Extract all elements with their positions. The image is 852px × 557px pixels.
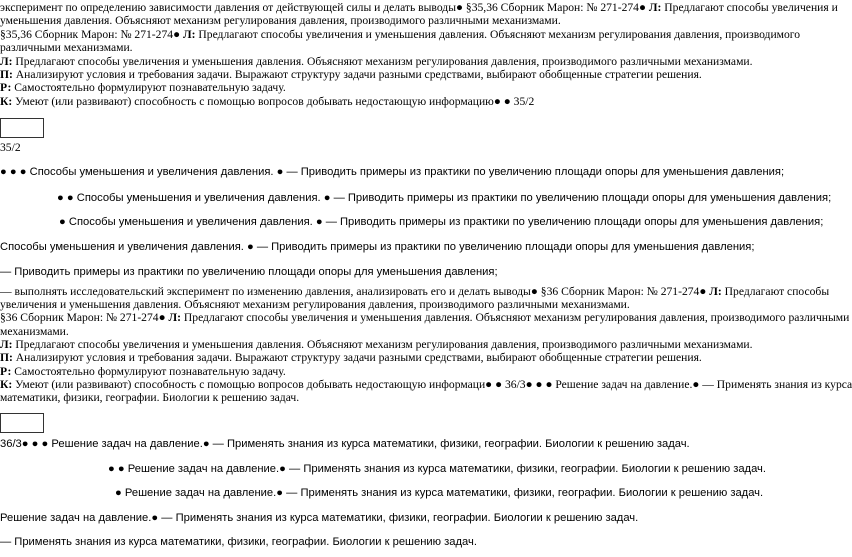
- text-line: Р: Самостоятельно формулируют познавательную задачу.: [0, 365, 286, 378]
- list-item: 36/3● ● ● Решение задач на давление.● — Применять знания из курса математики, физики, географии. Биологии к решению задач.: [0, 438, 690, 450]
- table-cell-box: [0, 413, 44, 433]
- text-line: увеличения и уменьшения давления. Объясняют механизм регулирования давления, производимого различными механизмами.: [0, 298, 630, 311]
- list-item: — Применять знания из курса математики, физики, географии. Биологии к решению задач.: [0, 536, 477, 548]
- text-line: П: Анализируют условия и требования задачи. Выражают структуру задачи разными средствами, выбирают обобщенные стратегии решения.: [0, 68, 702, 81]
- list-item: ● Способы уменьшения и увеличения давления. ● — Приводить примеры из практики по увеличению площади опоры для уменьшения давления;: [59, 216, 824, 228]
- text-line: Л: Предлагают способы увеличения и уменьшения давления. Объясняют механизм регулирования давления, производимого различными механизмами.: [0, 55, 753, 68]
- table-cell-box: [0, 118, 44, 138]
- text-line: §36 Сборник Марон: № 271-274● Л: Предлагают способы увеличения и уменьшения давления. Объясняют механизм регулирования давления, производимого различными: [0, 311, 850, 324]
- ref-35-2: 35/2: [0, 141, 21, 154]
- text-line: механизмами.: [0, 325, 69, 338]
- text-line: математики, физики, географии. Биологии к решению задач.: [0, 391, 300, 404]
- text-line: уменьшения давления. Объясняют механизм регулирования давления, производимого различными механизмами.: [0, 14, 561, 27]
- text-line: Л: Предлагают способы увеличения и уменьшения давления. Объясняют механизм регулирования давления, производимого различными механизмами.: [0, 338, 753, 351]
- text-line: §35,36 Сборник Марон: № 271-274● Л: Предлагают способы увеличения и уменьшения давления. Объясняют механизм регулирования давления, производимого: [0, 28, 801, 41]
- text-line: различными механизмами.: [0, 41, 133, 54]
- text-line: Р: Самостоятельно формулируют познавательную задачу.: [0, 81, 286, 94]
- list-item: — Приводить примеры из практики по увеличению площади опоры для уменьшения давления;: [0, 266, 498, 278]
- list-item: ● ● ● Способы уменьшения и увеличения давления. ● — Приводить примеры из практики по увеличению площади опоры для уменьшения давления;: [0, 166, 785, 178]
- text-line: К: Умеют (или развивают) способность с помощью вопросов добывать недостающую информаци● ● 36/3● ● ● Решение задач на давление.● — Применять знания из курса: [0, 378, 852, 391]
- list-item: ● Решение задач на давление.● — Применять знания из курса математики, физики, географии. Биологии к решению задач.: [115, 487, 764, 499]
- text-line: П: Анализируют условия и требования задачи. Выражают структуру задачи разными средствами, выбирают обобщенные стратегии решения.: [0, 351, 702, 364]
- text-line: — выполнять исследовательский эксперимент по изменению давления, анализировать его и делать выводы● §36 Сборник Марон: № 271-274● Л: Предлагают способы: [0, 285, 830, 298]
- text-line: эксперимент по определению зависимости давления от действующей силы и делать выводы● §35,36 Сборник Марон: № 271-274● Л: Предлагают способы увеличения и: [0, 1, 838, 14]
- list-item: Способы уменьшения и увеличения давления. ● — Приводить примеры из практики по увеличению площади опоры для уменьшения давления;: [0, 241, 755, 253]
- text-line: К: Умеют (или развивают) способность с помощью вопросов добывать недостающую информацию● ● 35/2: [0, 95, 535, 108]
- list-item: ● ● Способы уменьшения и увеличения давления. ● — Приводить примеры из практики по увеличению площади опоры для уменьшения давления;: [57, 192, 832, 204]
- list-item: ● ● Решение задач на давление.● — Применять знания из курса математики, физики, географии. Биологии к решению задач.: [108, 463, 766, 475]
- list-item: Решение задач на давление.● — Применять знания из курса математики, физики, географии. Биологии к решению задач.: [0, 512, 639, 524]
